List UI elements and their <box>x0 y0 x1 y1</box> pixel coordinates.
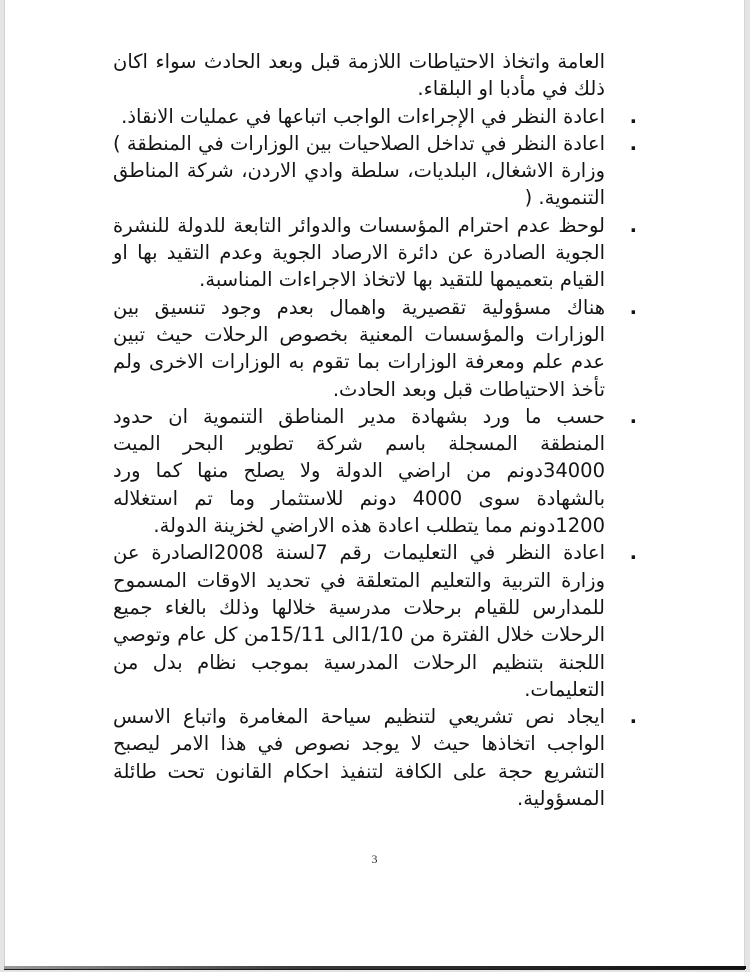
list-item-text: حسب ما ورد بشهادة مدير المناطق التنموية ان حدود المنطقة المسجلة باسم شركة تطوير البحر الميت 34000دونم من اراضي الدولة ولا يصلح منها كما ورد بالشهادة سوى 4000 دونم للاستثمار وما تم استغلاله 1200دونم مما يتطلب اعادة هذه الاراضي لخزينة الدولة. <box>113 404 605 538</box>
list-item <box>113 212 637 294</box>
list-item-text: لوحظ عدم احترام المؤسسات والدوائر التابعة للدولة للنشرة الجوية الصادرة عن دائرة الارصاد الجوية وعدم التقيد بها او القيام بتعميمها للتقيد بها لاتخاذ الاجراءات المناسبة. <box>113 213 605 292</box>
bullet-icon: . <box>629 404 637 428</box>
bullet-icon: . <box>629 295 637 319</box>
list-item-text: اعادة النظر في التعليمات رقم 7لسنة 2008الصادرة عن وزارة التربية والتعليم المتعلقة في تحديد الاوقات المسموح للمدارس للقيام برحلات مدرسية خلالها وذلك بالغاء جميع الرحلات خلال الفترة من 1/10الى 15/11من كل عام وتوصي اللجنة بتنظيم الرحلات المدرسية بموجب نظام بدل من التعليمات. <box>113 541 605 701</box>
list-item-text: اعادة النظر في الإجراءات الواجب اتباعها في عمليات الانقاذ. <box>121 104 605 128</box>
document-page <box>4 0 745 967</box>
list-item-text: ايجاد نص تشريعي لتنظيم سياحة المغامرة واتباع الاسس الواجب اتخاذها حيث لا يوجد نصوص في هذا الامر ليصبح التشريع حجة على الكافة لتنفيذ احكام القانون تحت طائلة المسؤولية. <box>113 705 605 811</box>
bullet-icon: . <box>629 541 637 565</box>
list-item-text: هناك مسؤولية تقصيرية واهمال بعدم وجود تنسيق بين الوزارات والمؤسسات المعنية بخصوص الرحلات حيث تبين عدم علم ومعرفة الوزارات بما تقوم به الوزارات الاخرى ولم تأخذ الاحتياطات قبل وبعد الحادث. <box>113 295 605 401</box>
bullet-icon: . <box>629 213 637 237</box>
recommendations-list <box>113 103 637 813</box>
list-item <box>113 703 637 812</box>
list-item-text: اعادة النظر في تداخل الصلاحيات بين الوزارات في المنطقة ) وزارة الاشغال، البلديات، سلطة وادي الاردن، شركة المناطق التنموية. ( <box>113 131 605 210</box>
intro-paragraph: العامة واتخاذ الاحتياطات اللازمة قبل وبعد الحادث سواء اكان ذلك في مأدبا او البلقاء. <box>113 50 605 101</box>
document-body <box>113 48 637 812</box>
list-item <box>113 539 637 703</box>
list-item <box>113 103 637 130</box>
list-item <box>113 403 637 539</box>
bullet-icon: . <box>629 104 637 128</box>
list-item <box>113 130 637 212</box>
bullet-icon: . <box>629 705 637 729</box>
page-edge-shadow <box>4 966 746 969</box>
list-item <box>113 294 637 403</box>
bullet-icon: . <box>629 131 637 155</box>
page-number: 3 <box>371 852 378 866</box>
